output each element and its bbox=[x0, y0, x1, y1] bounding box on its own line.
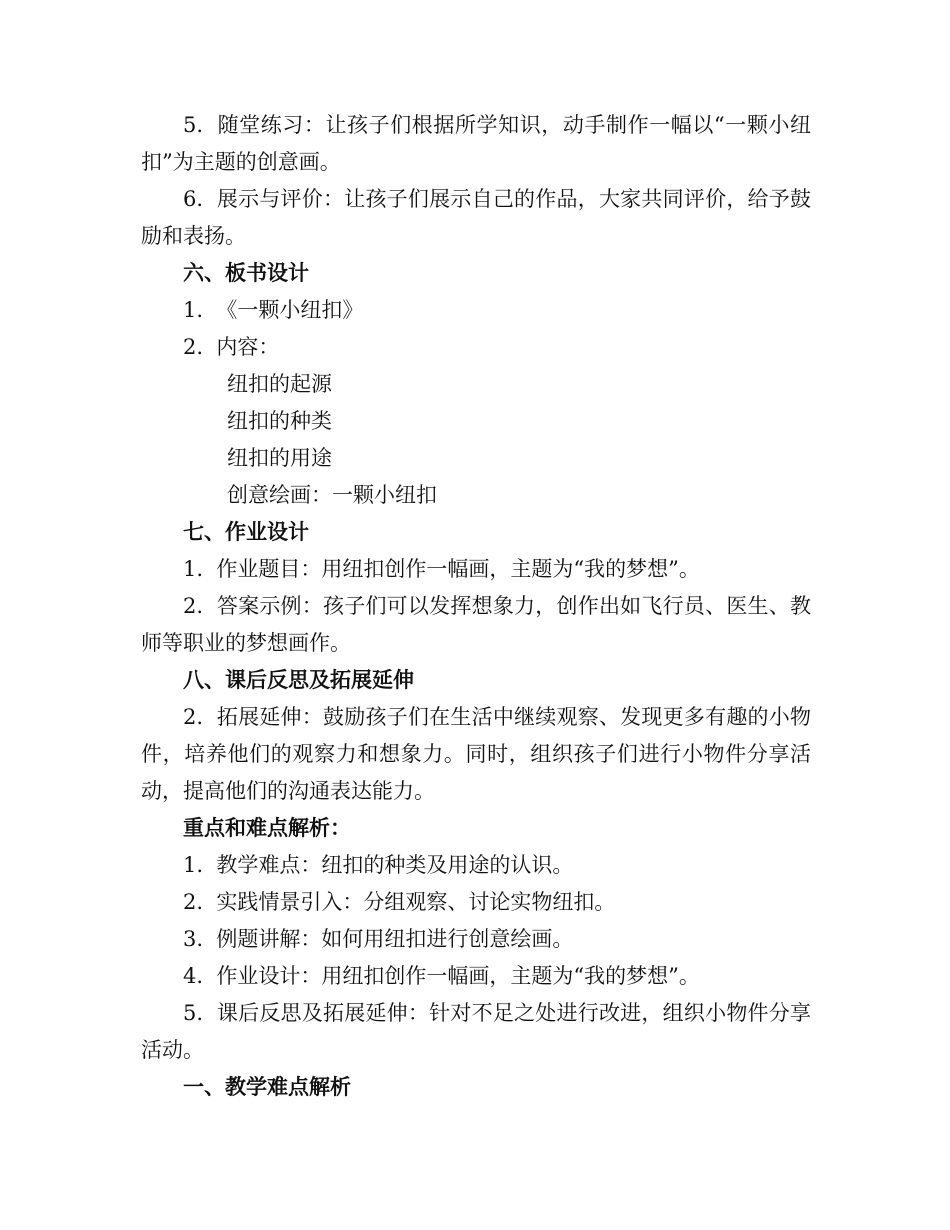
section-heading: 一、教学难点解析 bbox=[183, 1075, 351, 1099]
sub-item: 纽扣的起源 bbox=[227, 372, 332, 396]
item-text: 《一颗小纽扣》 bbox=[216, 298, 364, 322]
item-text: 作业设计：用纽扣创作一幅画，主题为“我的梦想”。 bbox=[216, 964, 700, 988]
item-text: 例题讲解：如何用纽扣进行创意绘画。 bbox=[216, 927, 574, 951]
list-item bbox=[141, 995, 811, 1069]
item-number: 6. bbox=[183, 187, 204, 211]
item-number: 2. bbox=[183, 335, 204, 359]
list-item bbox=[141, 699, 811, 810]
item-text: 答案示例：孩子们可以发挥想象力，创作出如飞行员、医生、教师等职业的梦想画作。 bbox=[141, 594, 811, 655]
list-item bbox=[141, 551, 811, 588]
section-heading: 七、作业设计 bbox=[183, 520, 309, 544]
item-number: 4. bbox=[183, 964, 204, 988]
list-item bbox=[141, 958, 811, 995]
item-number: 2. bbox=[183, 890, 204, 914]
list-item bbox=[141, 329, 811, 366]
list-item bbox=[141, 921, 811, 958]
item-text: 教学难点：纽扣的种类及用途的认识。 bbox=[216, 853, 574, 877]
item-text: 内容： bbox=[216, 335, 280, 359]
item-number: 5. bbox=[183, 1001, 204, 1025]
item-text: 展示与评价：让孩子们展示自己的作品，大家共同评价，给予鼓励和表扬。 bbox=[141, 187, 811, 248]
item-number: 5. bbox=[183, 113, 204, 137]
list-item bbox=[141, 292, 811, 329]
list-item bbox=[141, 107, 811, 181]
document-body bbox=[141, 107, 811, 1106]
item-text: 实践情景引入：分组观察、讨论实物纽扣。 bbox=[216, 890, 616, 914]
section-heading: 重点和难点解析： bbox=[183, 816, 351, 840]
item-text: 随堂练习：让孩子们根据所学知识，动手制作一幅以“一颗小纽扣”为主题的创意画。 bbox=[141, 113, 811, 174]
sub-item: 创意绘画：一颗小纽扣 bbox=[227, 483, 437, 507]
section-heading: 八、课后反思及拓展延伸 bbox=[183, 668, 414, 692]
sub-item: 纽扣的种类 bbox=[227, 409, 332, 433]
item-text: 作业题目：用纽扣创作一幅画，主题为“我的梦想”。 bbox=[216, 557, 700, 581]
list-item bbox=[141, 847, 811, 884]
list-item bbox=[141, 884, 811, 921]
item-number: 1. bbox=[183, 298, 204, 322]
item-number: 1. bbox=[183, 557, 204, 581]
item-number: 1. bbox=[183, 853, 204, 877]
list-item bbox=[141, 588, 811, 662]
list-item bbox=[141, 181, 811, 255]
item-number: 2. bbox=[183, 594, 204, 618]
item-text: 课后反思及拓展延伸：针对不足之处进行改进，组织小物件分享活动。 bbox=[141, 1001, 811, 1062]
item-text: 拓展延伸：鼓励孩子们在生活中继续观察、发现更多有趣的小物件，培养他们的观察力和想象力。同时，组织孩子们进行小物件分享活动，提高他们的沟通表达能力。 bbox=[141, 705, 811, 803]
item-number: 3. bbox=[183, 927, 204, 951]
section-heading: 六、板书设计 bbox=[183, 261, 309, 285]
sub-item: 纽扣的用途 bbox=[227, 446, 332, 470]
item-number: 2. bbox=[183, 705, 204, 729]
